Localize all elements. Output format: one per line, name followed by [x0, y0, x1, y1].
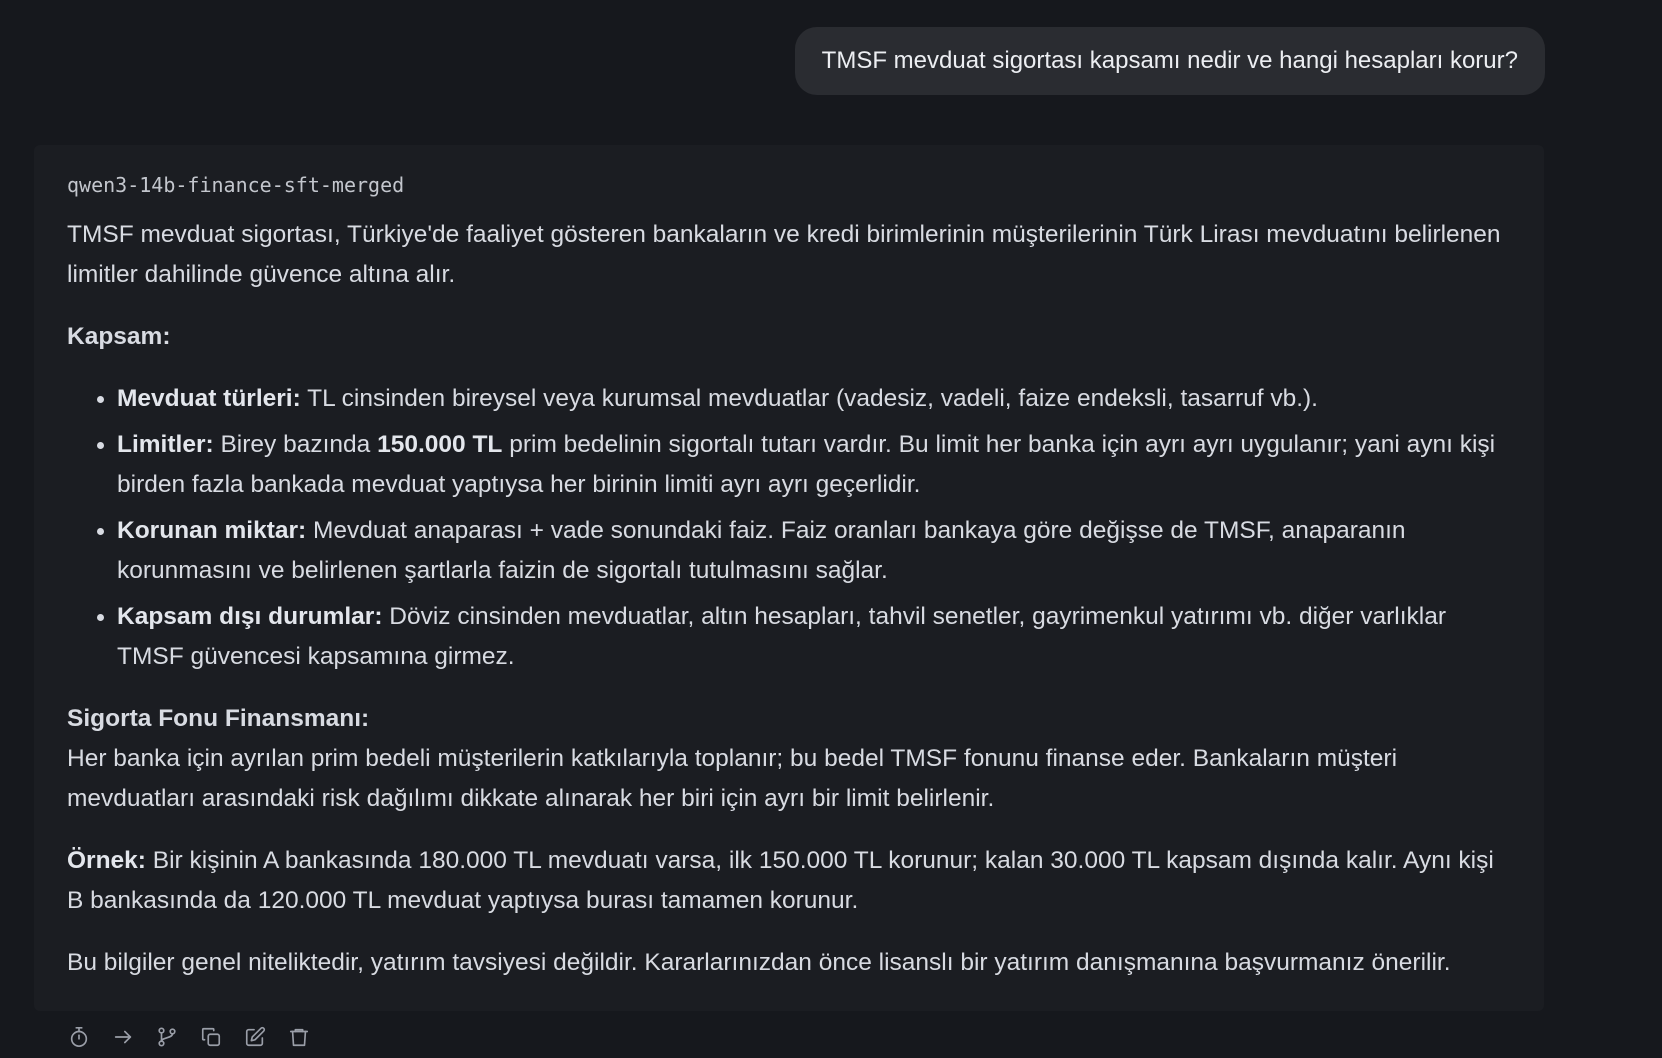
disclaimer-paragraph: Bu bilgiler genel niteliktedir, yatırım tavsiyesi değildir. Kararlarınızdan önce lisanslı bir yatırım danışmanına başvurmanız önerilir.: [67, 949, 1451, 976]
funding-paragraph: Her banka için ayrılan prim bedeli müşterilerin katkılarıyla toplanır; bu bedel TMSF fonunu finanse eder. Bankaların müşteri mevduatları arasındaki risk dağılımı dikkate alınarak her biri için ayrı bir limit belirlenir.: [67, 745, 1398, 812]
list-item-text: TL cinsinden bireysel veya kurumsal mevduatlar (vadesiz, vadeli, faize endeksli, tasarruf vb.).: [300, 385, 1318, 412]
example-paragraph: [67, 841, 1512, 921]
timer-icon: [68, 1026, 90, 1048]
delete-button[interactable]: [286, 1024, 312, 1050]
list-item-label: Kapsam dışı durumlar:: [117, 603, 383, 630]
list-item-text: Döviz cinsinden mevduatlar, altın hesapları, tahvil senetler, gayrimenkul yatırımı vb. diğer varlıklar TMSF güvencesi kapsamına girmez.: [117, 603, 1446, 670]
limit-amount: 150.000 TL: [377, 431, 503, 458]
trash-icon: [288, 1026, 310, 1048]
scope-heading: Kapsam:: [67, 323, 171, 350]
message-actions-toolbar: [66, 1024, 312, 1050]
list-item-text: Birey bazında: [213, 431, 378, 458]
arrow-right-icon: [112, 1026, 134, 1048]
model-name-label: qwen3-14b-finance-sft-merged: [67, 173, 405, 197]
list-item-label: Mevduat türleri:: [117, 385, 301, 412]
funding-heading: Sigorta Fonu Finansmanı:: [67, 705, 370, 732]
user-message-bubble: [795, 27, 1545, 95]
list-item: [117, 425, 1512, 505]
scope-list: [67, 379, 1512, 677]
timer-button[interactable]: [66, 1024, 92, 1050]
edit-button[interactable]: [242, 1024, 268, 1050]
copy-icon: [200, 1026, 222, 1048]
example-label: Örnek:: [67, 847, 146, 874]
edit-icon: [244, 1026, 266, 1048]
branch-icon: [156, 1026, 178, 1048]
list-item: [117, 597, 1512, 677]
list-item-label: Korunan miktar:: [117, 517, 307, 544]
list-item-text: prim bedelinin sigortalı tutarı vardır. Bu limit her banka için ayrı ayrı uygulanır; yani aynı kişi birden fazla bankada mevduat yaptıysa her birinin limiti ayrı ayrı geçerlidir.: [117, 431, 1496, 498]
continue-button[interactable]: [110, 1024, 136, 1050]
assistant-message-card: [34, 145, 1544, 1011]
list-item: [117, 511, 1512, 591]
intro-paragraph: TMSF mevduat sigortası, Türkiye'de faaliyet gösteren bankaların ve kredi birimlerinin müşterilerinin Türk Lirası mevduatını belirlenen limitler dahilinde güvence altına alır.: [67, 221, 1501, 288]
example-text: Bir kişinin A bankasında 180.000 TL mevduatı varsa, ilk 150.000 TL korunur; kalan 30.000 TL kapsam dışında kalır. Aynı kişi B bankasında da 120.000 TL mevduat yaptıysa burası tamamen korunur.: [67, 847, 1494, 914]
list-item: [117, 379, 1512, 419]
branch-button[interactable]: [154, 1024, 180, 1050]
assistant-message-body: [67, 215, 1512, 983]
user-message-text: TMSF mevduat sigortası kapsamı nedir ve hangi hesapları korur?: [821, 47, 1518, 74]
list-item-label: Limitler:: [117, 431, 214, 458]
copy-button[interactable]: [198, 1024, 224, 1050]
list-item-text: Mevduat anaparası + vade sonundaki faiz. Faiz oranları bankaya göre değişse de TMSF, anaparanın korunmasını ve belirlenen şartlarla faizin de sigortalı tutulmasını sağlar.: [117, 517, 1406, 584]
